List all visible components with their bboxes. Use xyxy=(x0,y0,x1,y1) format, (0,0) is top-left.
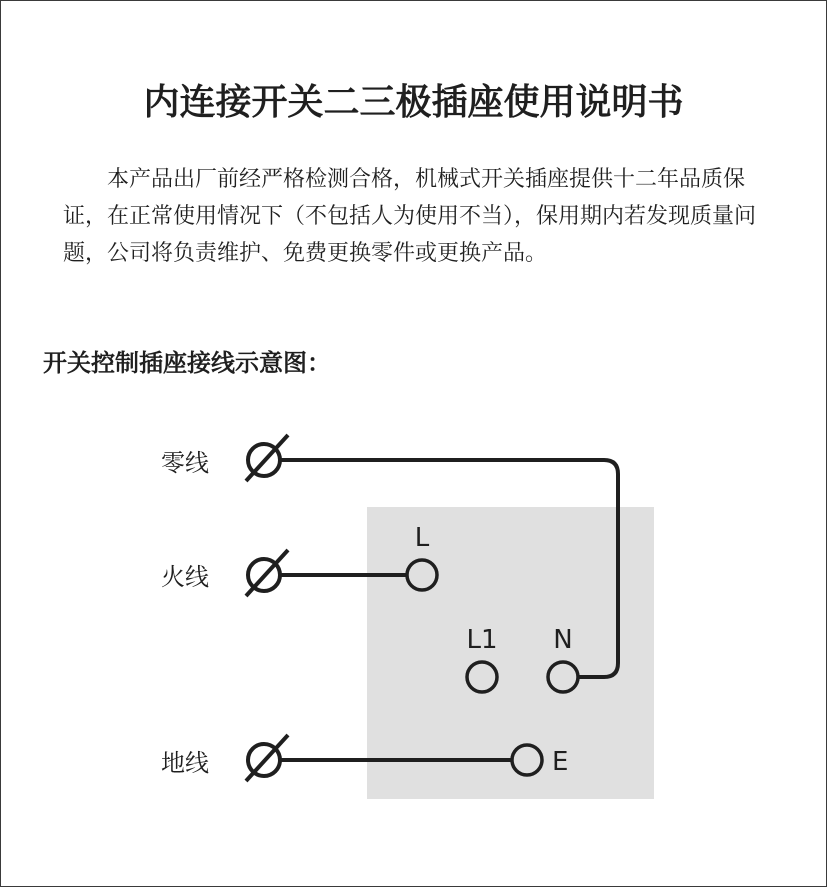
diagram-heading: 开关控制插座接线示意图： xyxy=(43,349,331,377)
wiring-diagram xyxy=(1,1,826,886)
terminal-l-label: L xyxy=(414,523,430,553)
terminal-l1-label: L1 xyxy=(466,625,498,655)
terminal-n-label: N xyxy=(553,625,573,655)
page-title: 内连接开关二三极插座使用说明书 xyxy=(143,82,684,123)
intro-paragraph: 本产品出厂前经严格检测合格，机械式开关插座提供十二年品质保证，在正常使用情况下（不包括人为使用不当），保用期内若发现质量问题，公司将负责维护、免费更换零件或更换产品。 xyxy=(63,167,757,266)
socket-panel xyxy=(367,507,654,799)
terminal-e-label: E xyxy=(552,747,569,777)
neutral-wire-label: 零线 xyxy=(161,449,209,477)
live-wire-label: 火线 xyxy=(161,563,209,591)
earth-wire-label: 地线 xyxy=(161,749,209,777)
